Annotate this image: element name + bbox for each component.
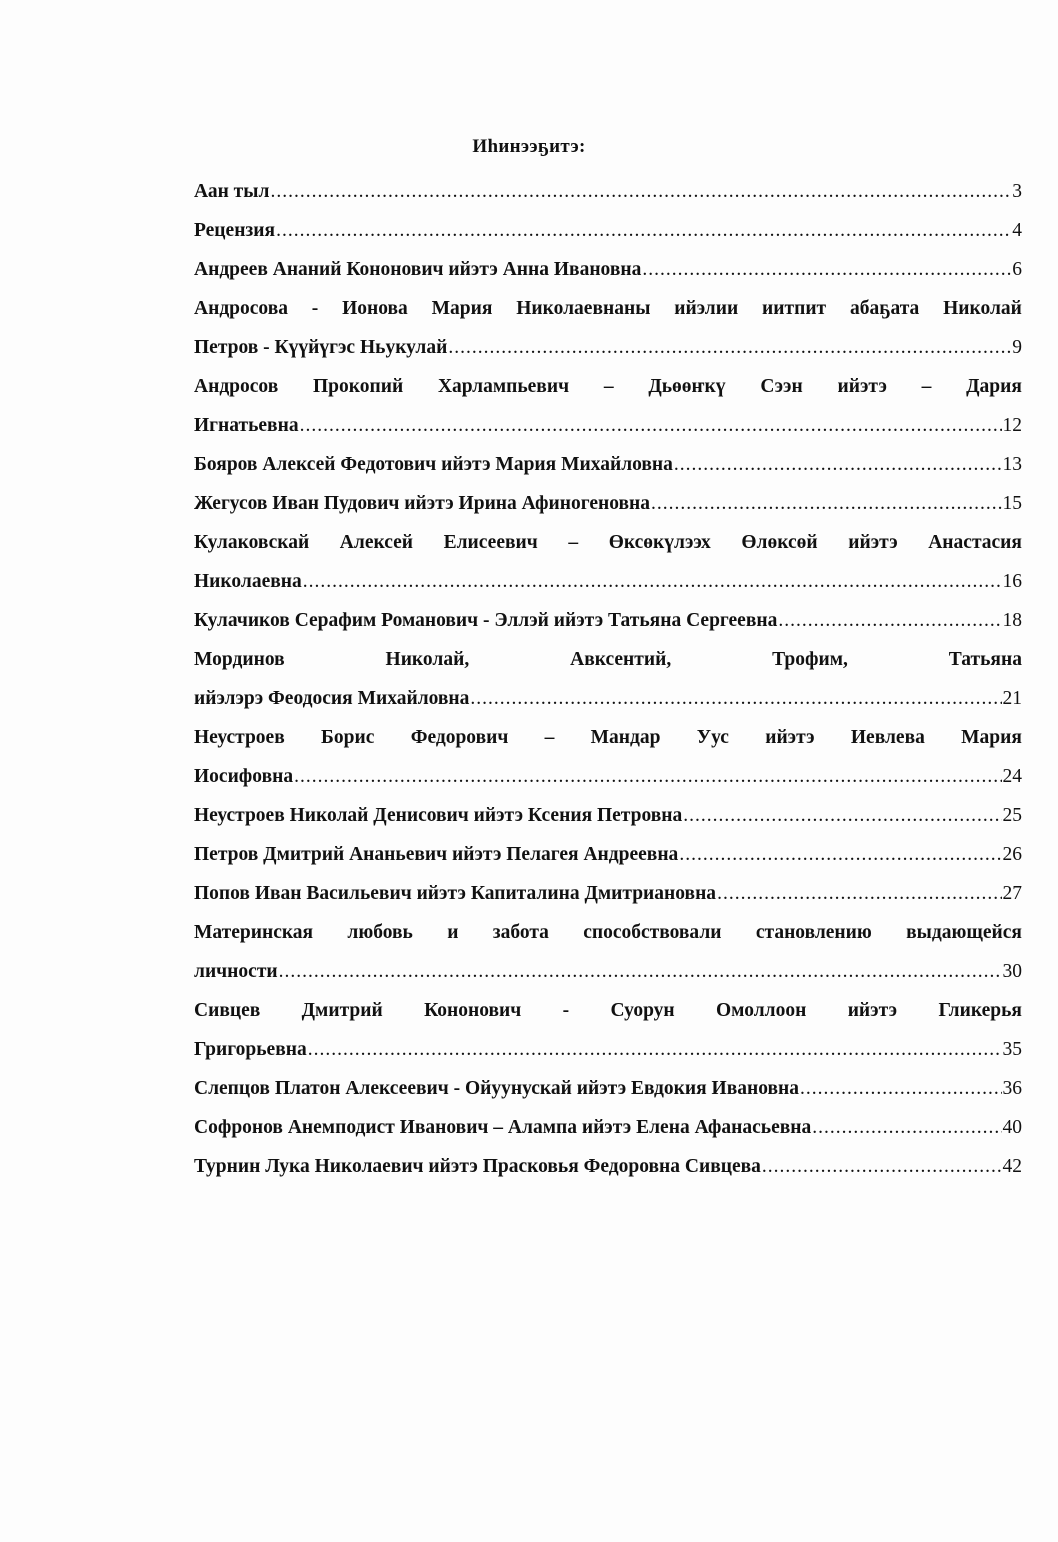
toc-entry-page-number: 25 — [1002, 805, 1022, 826]
toc-entry — [194, 250, 1022, 289]
toc-entry — [194, 523, 1022, 601]
toc-entry-title: ийэлэрэ Феодосия Михайловна — [194, 688, 470, 709]
toc-entry-page-number: 18 — [1002, 610, 1022, 631]
toc-entry-title: Попов Иван Васильевич ийэтэ Капиталина Дмитриановна — [194, 883, 717, 904]
toc-entry-page-number: 40 — [1002, 1117, 1022, 1138]
toc-entry-title: личности — [194, 961, 278, 982]
toc-entry-title: Софронов Анемподист Иванович – Алампа ийэтэ Елена Афанасьевна — [194, 1117, 812, 1138]
dot-leader — [717, 874, 1001, 913]
toc-entry — [194, 718, 1022, 796]
toc-entry-page-number: 9 — [1012, 337, 1022, 358]
toc-entry — [194, 835, 1022, 874]
dot-leader — [683, 796, 1001, 835]
table-of-contents — [194, 172, 1022, 1186]
toc-entry-title: Игнатьевна — [194, 415, 299, 436]
dot-leader — [679, 835, 1001, 874]
toc-entry-page-number: 27 — [1002, 883, 1022, 904]
dot-leader — [448, 328, 1011, 367]
toc-entry-title: Неустроев Николай Денисович ийэтэ Ксения Петровна — [194, 805, 683, 826]
toc-entry-title-line: Материнская любовь и забота способствовали становлению выдающейся — [194, 922, 1022, 943]
dot-leader — [642, 250, 1011, 289]
toc-entry-title: Рецензия — [194, 220, 276, 241]
dot-leader — [800, 1069, 1001, 1108]
dot-leader — [279, 952, 1002, 991]
toc-entry-page-number: 36 — [1002, 1078, 1022, 1099]
toc-entry-title-line: Андросова - Ионова Мария Николаевнаны ийэлии иитпит абаҕата Николай — [194, 298, 1022, 319]
toc-entry-title: Андреев Ананий Кононович ийэтэ Анна Ивановна — [194, 259, 642, 280]
toc-entry — [194, 367, 1022, 445]
toc-entry — [194, 445, 1022, 484]
toc-entry-title-line: Андросов Прокопий Харлампьевич – Дьөөҥкү Сээн ийэтэ – Дария — [194, 376, 1022, 397]
dot-leader — [300, 406, 1002, 445]
toc-entry-page-number: 21 — [1002, 688, 1022, 709]
toc-entry-title-line: Мординов Николай, Авксентий, Трофим, Татьяна — [194, 649, 1022, 670]
dot-leader — [276, 211, 1011, 250]
toc-entry — [194, 796, 1022, 835]
dot-leader — [651, 484, 1002, 523]
toc-title: Иһинээҕитэ: — [472, 136, 586, 157]
dot-leader — [470, 679, 1001, 718]
toc-entry-title: Петров - Күүйүгэс Ньукулай — [194, 337, 448, 358]
toc-entry-title: Иосифовна — [194, 766, 294, 787]
toc-entry-title: Жегусов Иван Пудович ийэтэ Ирина Афиногеновна — [194, 493, 650, 514]
dot-leader — [762, 1147, 1002, 1186]
toc-entry-title: Бояров Алексей Федотович ийэтэ Мария Михайловна — [194, 454, 673, 475]
toc-entry-title: Николаевна — [194, 571, 302, 592]
toc-entry-title-line: Неустроев Борис Федорович – Мандар Уус ийэтэ Иевлева Мария — [194, 727, 1022, 748]
toc-entry-title-line: Кулаковскай Алексей Елисеевич – Өксөкүлээх Өлөксөй ийэтэ Анастасия — [194, 532, 1022, 553]
toc-entry — [194, 640, 1022, 718]
dot-leader — [270, 172, 1011, 211]
toc-entry — [194, 1147, 1022, 1186]
toc-entry-page-number: 24 — [1002, 766, 1022, 787]
toc-entry — [194, 484, 1022, 523]
toc-entry — [194, 913, 1022, 991]
toc-entry-title: Петров Дмитрий Ананьевич ийэтэ Пелагея Андреевна — [194, 844, 679, 865]
dot-leader — [674, 445, 1002, 484]
dot-leader — [308, 1030, 1002, 1069]
toc-entry — [194, 601, 1022, 640]
toc-entry-title: Аан тыл — [194, 181, 270, 202]
dot-leader — [294, 757, 1001, 796]
toc-entry — [194, 1108, 1022, 1147]
toc-entry-page-number: 12 — [1002, 415, 1022, 436]
toc-entry-page-number: 30 — [1002, 961, 1022, 982]
toc-entry-page-number: 16 — [1002, 571, 1022, 592]
toc-entry-page-number: 3 — [1012, 181, 1022, 202]
dot-leader — [778, 601, 1001, 640]
toc-entry-title: Кулачиков Серафим Романович - Эллэй ийэтэ Татьяна Сергеевна — [194, 610, 778, 631]
toc-entry-page-number: 35 — [1002, 1039, 1022, 1060]
toc-entry-page-number: 4 — [1012, 220, 1022, 241]
toc-entry-page-number: 15 — [1002, 493, 1022, 514]
toc-entry — [194, 211, 1022, 250]
toc-entry — [194, 172, 1022, 211]
dot-leader — [303, 562, 1002, 601]
toc-entry-title: Слепцов Платон Алексеевич - Ойуунускай ийэтэ Евдокия Ивановна — [194, 1078, 800, 1099]
toc-entry — [194, 289, 1022, 367]
toc-entry-page-number: 42 — [1002, 1156, 1022, 1177]
toc-entry-title: Григорьевна — [194, 1039, 307, 1060]
toc-entry-page-number: 13 — [1002, 454, 1022, 475]
toc-entry-title: Турнин Лука Николаевич ийэтэ Прасковья Федоровна Сивцева — [194, 1156, 761, 1177]
toc-entry-page-number: 26 — [1002, 844, 1022, 865]
toc-entry-title-line: Сивцев Дмитрий Кононович - Суорун Омоллоон ийэтэ Гликерья — [194, 1000, 1022, 1021]
toc-entry-page-number: 6 — [1012, 259, 1022, 280]
dot-leader — [812, 1108, 1001, 1147]
toc-entry — [194, 1069, 1022, 1108]
toc-entry — [194, 874, 1022, 913]
toc-entry — [194, 991, 1022, 1069]
